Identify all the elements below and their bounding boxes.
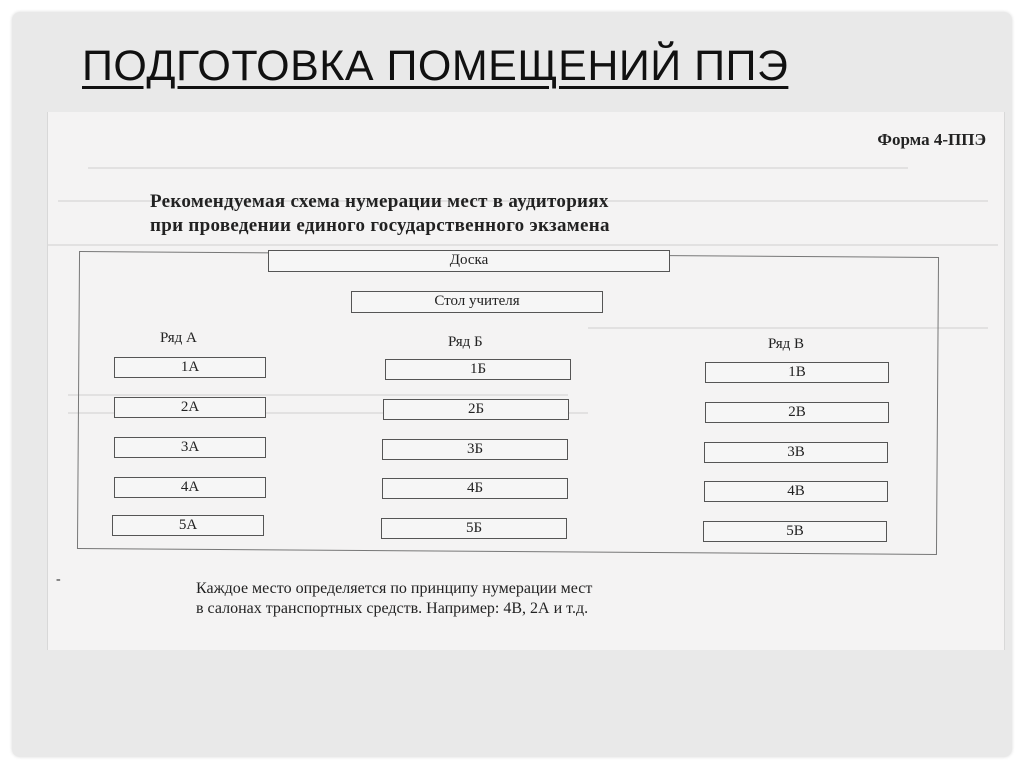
seat-2b: 2Б: [383, 399, 569, 420]
row-label-v: Ряд В: [768, 336, 805, 352]
seat-4v: 4В: [704, 481, 888, 502]
board-box: Доска: [268, 250, 670, 272]
scheme-title-line1: Рекомендуемая схема нумерации мест в аудиториях: [150, 191, 609, 212]
seat-3v: 3В: [704, 442, 888, 463]
seat-1a: 1А: [114, 357, 266, 378]
seat-5v: 5В: [703, 521, 887, 542]
numbering-note-line2: в салонах транспортных средств. Например: 4В, 2А и т.д.: [196, 600, 589, 617]
form-label: Форма 4-ППЭ: [877, 130, 986, 149]
scheme-title-line2: при проведении единого государственного экзамена: [150, 215, 610, 236]
teacher-desk-box: Стол учителя: [351, 291, 603, 313]
seat-4b: 4Б: [382, 478, 568, 499]
seat-3b: 3Б: [382, 439, 568, 460]
numbering-note: [196, 579, 592, 619]
row-label-a: Ряд А: [160, 330, 197, 346]
seat-5a: 5А: [112, 515, 264, 536]
seat-2v: 2В: [705, 402, 889, 423]
slide: [12, 12, 1012, 757]
seat-1b: 1Б: [385, 359, 571, 380]
scanned-document: [47, 112, 1005, 650]
scheme-title: [150, 190, 610, 238]
numbering-note-line1: Каждое место определяется по принципу нумерации мест: [196, 580, 593, 597]
seat-1v: 1В: [705, 362, 889, 383]
bleed-line: [48, 244, 998, 246]
seat-2a: 2А: [114, 397, 266, 418]
slide-title: ПОДГОТОВКА ПОМЕЩЕНИЙ ППЭ: [82, 42, 789, 90]
stray-mark: -: [56, 572, 61, 587]
row-label-b: Ряд Б: [448, 334, 483, 350]
seat-5b: 5Б: [381, 518, 567, 539]
seat-3a: 3А: [114, 437, 266, 458]
seat-4a: 4А: [114, 477, 266, 498]
bleed-line: [88, 167, 908, 169]
